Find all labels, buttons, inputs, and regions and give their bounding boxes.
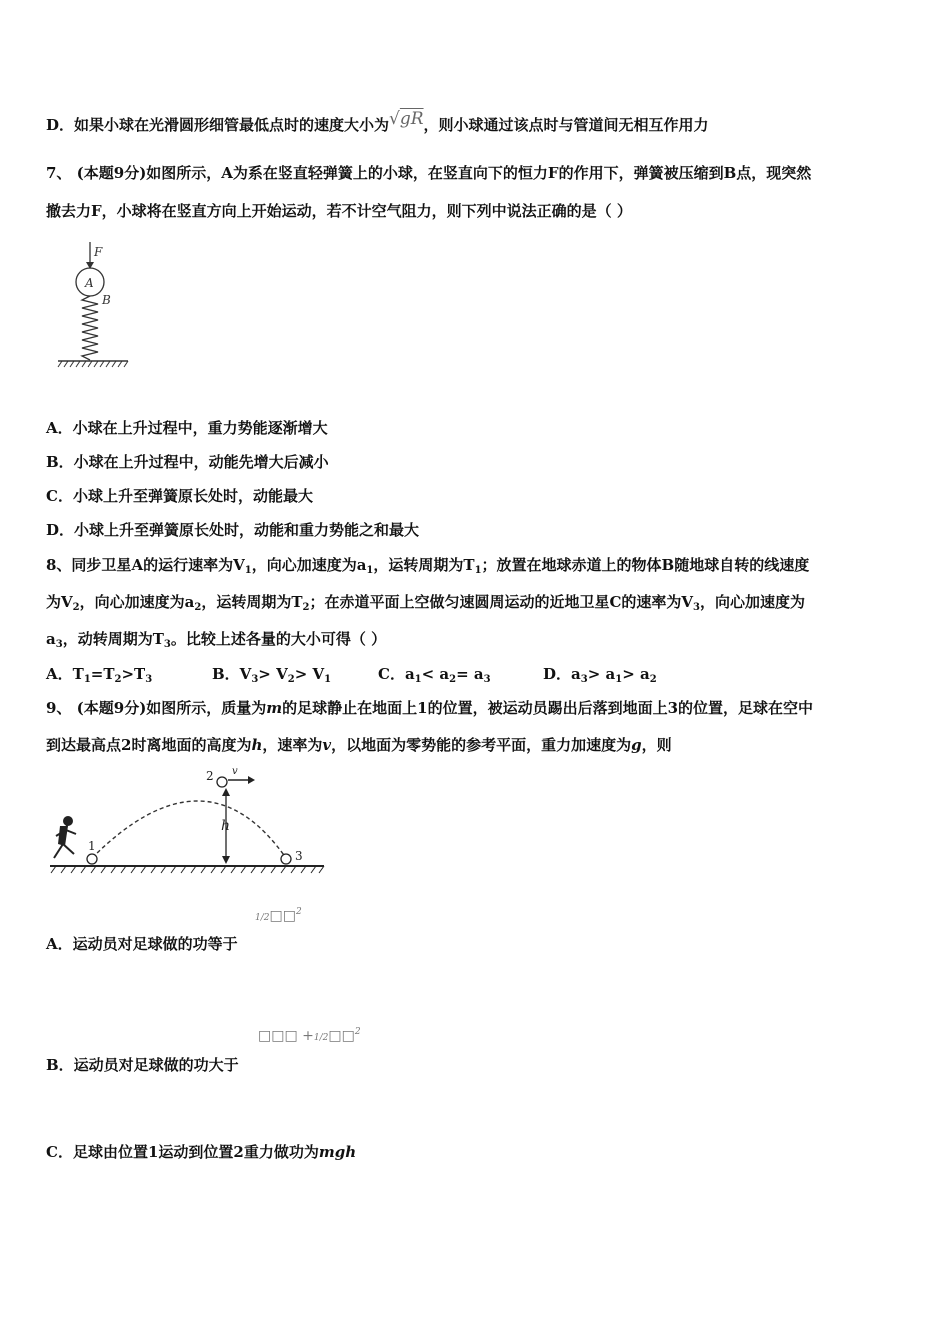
q7-stem-line1: 7、 (本题9分)如图所示，A为系在竖直轻弹簧上的小球，在竖直向下的恒力F的作用下，弹簧被压缩到B点，现突然 — [46, 164, 812, 182]
label-height: h — [221, 818, 231, 834]
q9-stem-line1: 9、 (本题9分)如图所示，质量为m的足球静止在地面上1的位置，被运动员踢出后落到地面上3的位置，足球在空中 — [46, 699, 814, 717]
q8-stem-line2: 为$V_2$，向心加速度为$a_2$，运转周期为$T_2$；在赤道平面上空做匀速圆周运动的近地卫星C的速率为$V_3$，向心加速度为 — [46, 593, 806, 613]
q6-option-d-text: D．如果小球在光滑圆形细管最低点时的速度大小为 — [46, 116, 390, 134]
ball-position-1 — [87, 854, 97, 864]
q8-option-d: D．$a_3> a_1> a_2$ — [543, 665, 657, 685]
q7-option-d: D．小球上升至弹簧原长处时，动能和重力势能之和最大 — [46, 521, 420, 539]
label-a: A — [85, 276, 94, 290]
label-velocity: v — [232, 766, 238, 777]
q8-stem-line1: 8、同步卫星A的运行速率为$V_1$，向心加速度为$a_1$，运转周期为$T_1$；放置在地球赤道上的物体B随地球自转的线速度 — [46, 556, 810, 576]
player-figure — [54, 817, 76, 858]
sqrt-formula: √gR — [389, 109, 424, 129]
q8-option-c: C．$a_1< a_2= a_3$ — [378, 665, 491, 685]
sqrt-radicand: gR — [399, 109, 424, 129]
q9-option-a-formula: 1/2□□$^2$ — [255, 907, 302, 924]
q9-stem-line2: 到达最高点2时离地面的高度为h，速率为v，以地面为零势能的参考平面，重力加速度为g，则 — [46, 736, 672, 754]
q9-option-a: A．运动员对足球做的功等于 — [46, 935, 238, 953]
football-figure — [46, 764, 331, 880]
q9-option-b: B．运动员对足球做的功大于 — [46, 1056, 239, 1074]
label-b: B — [102, 293, 111, 307]
q8-option-b: B．$V_3> V_2> V_1$ — [212, 665, 332, 685]
ball-position-2 — [217, 777, 227, 787]
q7-option-c: C．小球上升至弹簧原长处时，动能最大 — [46, 487, 313, 505]
q7-option-b: B．小球在上升过程中，动能先增大后减小 — [46, 453, 329, 471]
q7-stem-line2: 撤去力F，小球将在竖直方向上开始运动，若不计空气阻力，则下列中说法正确的是（ ） — [46, 202, 632, 220]
q6-option-d-suffix: ，则小球通过该点时与管道间无相互作用力 — [423, 116, 709, 134]
spring-figure — [50, 238, 140, 373]
q8-option-a: A．$T_1=T_2>T_3$ — [46, 665, 153, 685]
label-position-2: 2 — [206, 769, 214, 783]
q6-option-d — [46, 109, 709, 135]
q9-option-c: C．足球由位置1运动到位置2重力做功为mgh — [46, 1143, 357, 1161]
formula-mgh: mgh — [318, 1143, 357, 1161]
q7-option-a: A．小球在上升过程中，重力势能逐渐增大 — [46, 419, 328, 437]
label-position-1: 1 — [88, 839, 96, 853]
q8-stem-line3: $a_3$，动转周期为$T_3$。比较上述各量的大小可得（ ） — [46, 630, 387, 650]
q9-option-b-formula: □□□ +1/2□□$^2$ — [258, 1027, 361, 1044]
label-position-3: 3 — [295, 849, 303, 863]
ball-position-3 — [281, 854, 291, 864]
label-f: F — [94, 245, 103, 259]
